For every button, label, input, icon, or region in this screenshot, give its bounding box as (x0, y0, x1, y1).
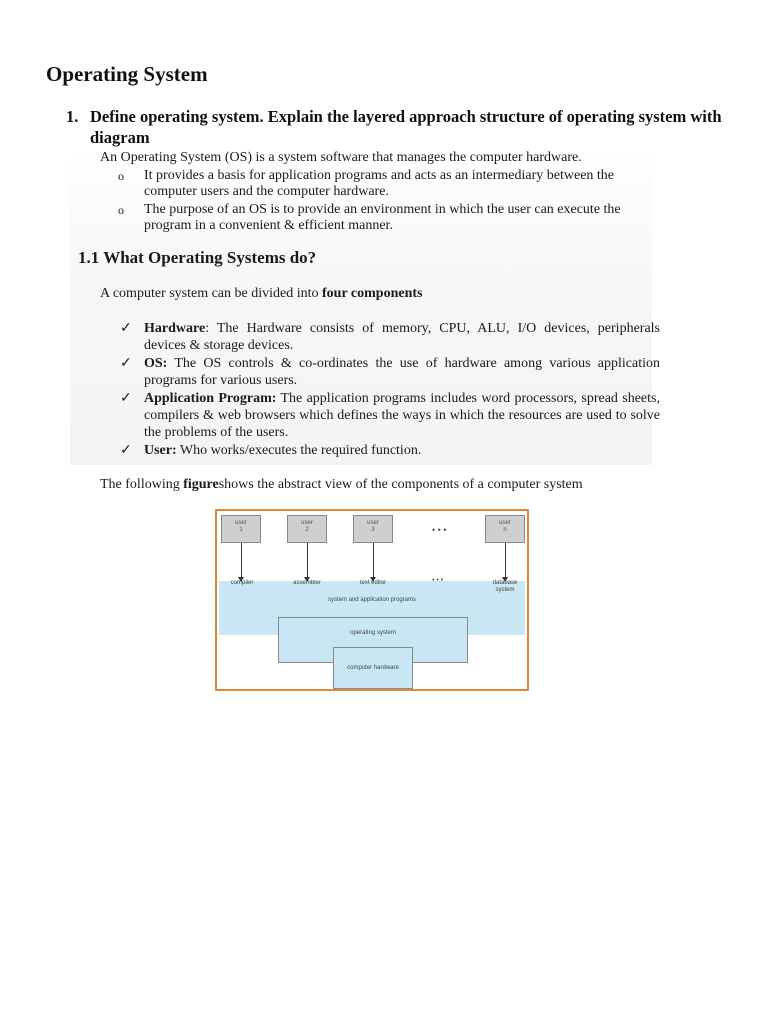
list-item (100, 442, 660, 459)
programs-layer-label: system and application programs (327, 597, 417, 603)
intro-text: A computer system can be divided into (100, 286, 323, 301)
definition-point: It provides a basis for application programs and acts as an intermediary between the computer users and the computer hardware. (144, 168, 615, 199)
user-box: user 1 (221, 515, 261, 543)
component-label: Application Program: (144, 391, 277, 406)
question-text: Define operating system. Explain the layered approach structure of operating system with diagram (90, 107, 722, 147)
arrow-down-icon (241, 543, 242, 581)
component-text: The OS controls & co-ordinates the use of hardware among various application programs for various users. (144, 356, 660, 388)
component-label: User: (144, 443, 177, 458)
list-item (100, 320, 660, 354)
component-text: The application programs includes word processors, spread sheets, compilers & web browsers which defines the ways in which the resources are used to solve the problems of the users. (144, 391, 660, 440)
list-item (100, 355, 660, 389)
list-item (100, 202, 660, 234)
program-label: text editor (359, 580, 387, 586)
answer-body (78, 150, 660, 493)
question-number: 1. (66, 107, 79, 126)
ellipsis: • • • (432, 525, 447, 535)
definition-point: The purpose of an OS is to provide an environment in which the user can execute the program in a convenient & efficient manner. (144, 202, 621, 233)
checkmark-icon: ✓ (120, 391, 132, 406)
arrow-down-icon (373, 543, 374, 581)
section-heading: 1.1 What Operating Systems do? (78, 248, 317, 267)
arrow-down-icon (307, 543, 308, 581)
figure-caption (100, 477, 660, 493)
component-label: Hardware (144, 321, 206, 336)
program-label: compiler (230, 580, 254, 586)
component-text: : The Hardware consists of memory, CPU, ALU, I/O devices, peripherals devices & storage devices. (144, 321, 660, 353)
component-text: Who works/executes the required function. (176, 443, 422, 458)
caption-bold: figure (183, 477, 219, 492)
checkmark-icon: ✓ (120, 356, 132, 371)
caption-text: The following (100, 477, 184, 492)
component-label: OS: (144, 356, 168, 371)
checkmark-icon: ✓ (120, 321, 132, 336)
hardware-layer-label: computer hardware (347, 665, 399, 671)
user-box: user n (485, 515, 525, 543)
circle-bullet-icon: o (118, 169, 124, 183)
arrow-down-icon (505, 543, 506, 581)
list-item (100, 390, 660, 441)
program-label: database system (492, 580, 518, 593)
hardware-layer (333, 647, 413, 689)
list-item (100, 168, 660, 200)
user-box: user 2 (287, 515, 327, 543)
checkmark-icon: ✓ (120, 443, 132, 458)
circle-bullet-icon: o (118, 203, 124, 217)
definition-lead: An Operating System (OS) is a system software that manages the computer hardware. (100, 150, 582, 165)
program-label: assembler (293, 580, 321, 586)
page-title: Operating System (46, 62, 208, 86)
intro-bold: four components (322, 286, 423, 301)
definition-points (100, 168, 660, 234)
user-box: user 3 (353, 515, 393, 543)
ellipsis: • • • (432, 577, 444, 584)
components-list (100, 320, 660, 459)
caption-text: shows the abstract view of the components of a computer system (218, 477, 583, 492)
section-intro (100, 286, 660, 302)
os-layer-label: operating system (350, 630, 396, 636)
computer-system-diagram (215, 509, 529, 691)
question-heading (66, 106, 736, 148)
